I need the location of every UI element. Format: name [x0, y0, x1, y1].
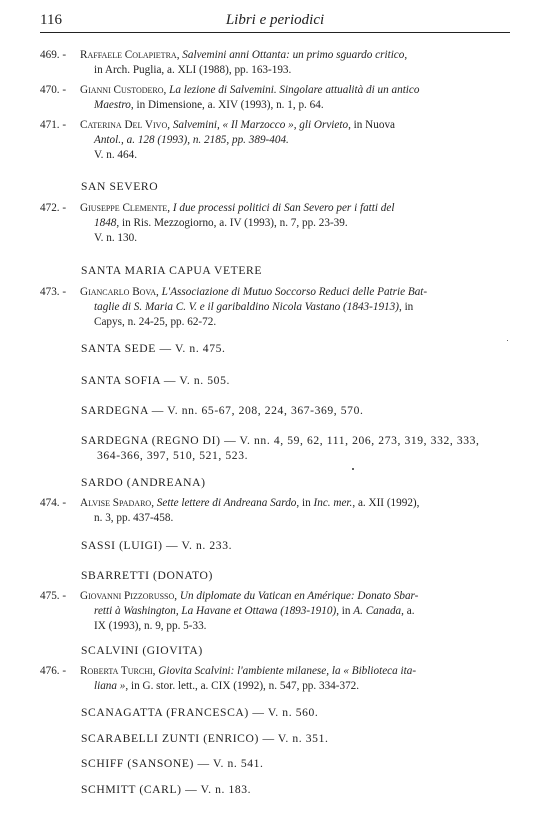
entry-number: 474. -	[40, 497, 67, 509]
entry-number: 473. -	[40, 286, 67, 298]
entry-title: Salvemini anni Ottanta: un primo sguardo critico	[182, 49, 405, 61]
entry-source: Capys, n. 24-25, pp. 62-72.	[94, 316, 217, 328]
entry-title: Sette lettere di Andreana Sardo	[156, 497, 297, 509]
entry-number: 472. -	[40, 202, 67, 214]
entry-author: Raffaele Colapietra	[80, 49, 177, 61]
ink-speck	[507, 340, 508, 341]
entry-number: 471. -	[40, 119, 67, 131]
entry-author: Caterina Del Vivo	[80, 119, 168, 131]
entry-line: Maestro, in Dimensione, a. XIV (1993), n. 1, p. 64.	[94, 99, 324, 111]
entry-title: I due processi politici di San Severo per i fatti del	[172, 202, 395, 214]
entry-source: n. 3, pp. 437-458.	[94, 512, 174, 524]
entry-title: Giovita Scalvini: l'ambiente milanese, la « Biblioteca ita-	[158, 665, 417, 677]
entry-see-also: V. n. 130.	[94, 232, 137, 244]
entry-line: Roberta Turchi, Giovita Scalvini: l'ambiente milanese, la « Biblioteca ita-	[80, 665, 417, 677]
entry-line: Raffaele Colapietra, Salvemini anni Ottanta: un primo sguardo critico,	[80, 49, 408, 61]
entry-source: in Dimensione, a. XIV (1993), n. 1, p. 64.	[136, 99, 324, 111]
entry-line: Gianni Custodero, La lezione di Salvemini. Singolare attualità di un antico	[80, 84, 420, 96]
crossref-scanagatta: SCANAGATTA (FRANCESCA) — V. n. 560.	[81, 706, 319, 719]
entry-author: Roberta Turchi	[80, 665, 153, 677]
section-heading: SANTA MARIA CAPUA VETERE	[81, 264, 263, 277]
crossref-scarabelli-zunti: SCARABELLI ZUNTI (ENRICO) — V. n. 351.	[81, 732, 329, 745]
section-heading: SAN SEVERO	[81, 180, 159, 193]
section-heading: SCALVINI (GIOVITA)	[81, 644, 203, 657]
entry-line: Caterina Del Vivo, Salvemini, « Il Marzocco », gli Orvieto, in Nuova	[80, 119, 395, 131]
entry-see-also: V. n. 464.	[94, 149, 137, 161]
entry-line: taglie di S. Maria C. V. e il garibaldino Nicola Vastano (1843-1913), in	[94, 301, 414, 313]
entry-title: Salvemini, « Il Marzocco », gli Orvieto	[172, 119, 349, 131]
page-header	[40, 10, 510, 33]
entry-source: IX (1993), n. 9, pp. 5-33.	[94, 620, 207, 632]
entry-title: L'Associazione di Mutuo Soccorso Reduci delle Patrie Bat-	[161, 286, 428, 298]
crossref-santa-sede: SANTA SEDE — V. n. 475.	[81, 342, 226, 355]
entry-number: 475. -	[40, 590, 67, 602]
crossref-sardegna-regno: SARDEGNA (REGNO DI) — V. nn. 4, 59, 62, 111, 206, 273, 319, 332, 333,	[81, 434, 480, 447]
section-heading: SARDO (ANDREANA)	[81, 476, 206, 489]
crossref-sassi: SASSI (LUIGI) — V. n. 233.	[81, 539, 233, 552]
entry-source: Antol., a. 128 (1993), n. 2185, pp. 389-404.	[94, 134, 289, 146]
entry-author: Gianni Custodero	[80, 84, 164, 96]
entry-source: , in G. stor. lett., a. CIX (1992), n. 547, pp. 334-372.	[125, 680, 360, 692]
entry-number: 476. -	[40, 665, 67, 677]
crossref-santa-sofia: SANTA SOFIA — V. n. 505.	[81, 374, 230, 387]
entry-author: Giancarlo Bova	[80, 286, 156, 298]
entry-author: Giovanni Pizzorusso	[80, 590, 175, 602]
entry-line: retti à Washington, La Havane et Ottawa (1893-1910), in A. Canada, a.	[94, 605, 415, 617]
entry-line: Giuseppe Clemente, I due processi politici di San Severo per i fatti del	[80, 202, 395, 214]
entry-title: Un diplomate du Vatican en Amérique: Donato Sbar-	[179, 590, 419, 602]
page-number: 116	[40, 12, 62, 28]
entry-line: Giancarlo Bova, L'Associazione di Mutuo Soccorso Reduci delle Patrie Bat-	[80, 286, 428, 298]
entry-line: liana », in G. stor. lett., a. CIX (1992), n. 547, pp. 334-372.	[94, 680, 360, 692]
entry-number: 469. -	[40, 49, 67, 61]
entry-author: Alvise Spadaro	[80, 497, 152, 509]
crossref-schiff: SCHIFF (SANSONE) — V. n. 541.	[81, 757, 264, 770]
entry-source: in Arch. Puglia, a. XLI (1988), pp. 163-193.	[94, 64, 292, 76]
entry-number: 470. -	[40, 84, 67, 96]
entry-line: Giovanni Pizzorusso, Un diplomate du Vatican en Amérique: Donato Sbar-	[80, 590, 419, 602]
crossref-schmitt: SCHMITT (CARL) — V. n. 183.	[81, 783, 252, 796]
section-heading: SBARRETTI (DONATO)	[81, 569, 213, 582]
entry-source: in Ris. Mezzogiorno, a. IV (1993), n. 7, pp. 23-39.	[121, 217, 348, 229]
crossref-sardegna-regno-cont: 364-366, 397, 510, 521, 523.	[97, 449, 249, 462]
entry-author: Giuseppe Clemente	[80, 202, 168, 214]
crossref-sardegna: SARDEGNA — V. nn. 65-67, 208, 224, 367-369, 570.	[81, 404, 364, 417]
ink-speck	[352, 468, 354, 470]
entry-line: 1848, in Ris. Mezzogiorno, a. IV (1993), n. 7, pp. 23-39.	[94, 217, 348, 229]
entry-line: Alvise Spadaro, Sette lettere di Andreana Sardo, in Inc. mer., a. XII (1992),	[80, 497, 420, 509]
entry-title: La lezione di Salvemini. Singolare attualità di un antico	[169, 84, 420, 96]
running-title: Libri e periodici	[225, 12, 325, 28]
